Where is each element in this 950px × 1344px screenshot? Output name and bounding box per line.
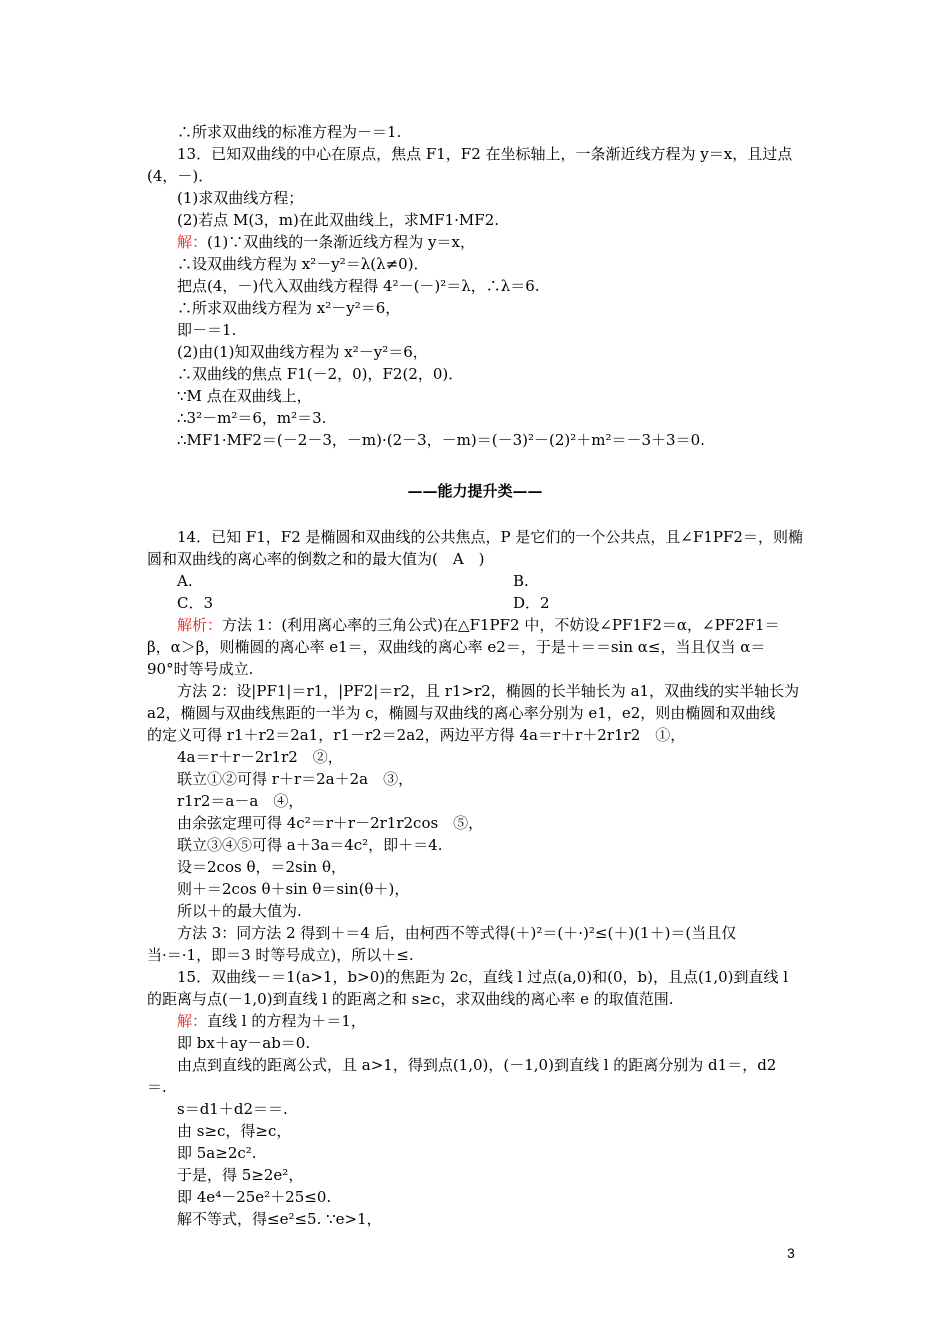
- solution-14-line: 4a＝r＋r－2r1r2 ②，: [177, 748, 343, 766]
- question-13-part1: (1)求双曲线方程；: [177, 189, 304, 207]
- solution-label: 解：: [177, 1012, 208, 1030]
- solution-14-line: 90°时等号成立.: [147, 660, 254, 678]
- solution-14-line: 由余弦定理可得 4c²＝r＋r－2r1r2cos ⑤，: [177, 814, 484, 832]
- solution-15-line: 解不等式，得≤e²≤5. ∵e>1，: [177, 1210, 382, 1228]
- solution-13-line: 即－＝1.: [177, 321, 237, 339]
- question-13-line: (4，－)．: [147, 167, 214, 185]
- solution-label: 解析：: [177, 616, 223, 634]
- question-14-line: 14．已知 F1，F2 是椭圆和双曲线的公共焦点，P 是它们的一个公共点，且∠F1PF2＝，则椭: [177, 528, 803, 546]
- choice-b: B.: [513, 572, 529, 590]
- solution-15-line: 解：直线 l 的方程为＋＝1，: [177, 1012, 366, 1030]
- choice-d: D．2: [513, 594, 550, 612]
- solution-14-line: 联立①②可得 r＋r＝2a＋2a ③，: [177, 770, 414, 788]
- question-14-line: 圆和双曲线的离心率的倒数之和的最大值为( A ): [147, 550, 485, 568]
- solution-15-line: 即 4e⁴－25e²＋25≤0.: [177, 1188, 332, 1206]
- solution-14-line: 当·＝·1，即＝3 时等号成立)，所以＋≤.: [147, 946, 414, 964]
- solution-14-line: 设＝2cos θ，＝2sin θ，: [177, 858, 346, 876]
- solution-15-line: 于是，得 5≥2e²，: [177, 1166, 304, 1184]
- solution-13-line: ∴MF1·MF2＝(－2－3，－m)·(2－3，－m)＝(－3)²－(2)²＋m²＝－3＋3＝0.: [177, 431, 705, 449]
- solution-14-line: 解析：方法 1：(利用离心率的三角公式)在△F1PF2 中，不妨设∠PF1F2＝α，∠PF2F1＝: [177, 616, 780, 634]
- solution-15-line: 即 bx＋ay－ab＝0.: [177, 1034, 311, 1052]
- solution-13-line: ∵M 点在双曲线上，: [177, 387, 312, 405]
- question-13-part2: (2)若点 M(3，m)在此双曲线上，求MF1·MF2.: [177, 211, 500, 229]
- solution-13-line: ∴3²－m²＝6，m²＝3.: [177, 409, 327, 427]
- section-title: ——能力提升类——: [407, 482, 543, 500]
- solution-13-line: 把点(4，－)代入双曲线方程得 4²－(－)²＝λ，∴λ＝6.: [177, 277, 540, 295]
- solution-13-line: 解：(1)∵双曲线的一条渐近线方程为 y＝x，: [177, 233, 475, 251]
- solution-15-line: 即 5a≥2c².: [177, 1144, 257, 1162]
- solution-13-line: ∴双曲线的焦点 F1(－2，0)，F2(2，0)．: [177, 365, 464, 383]
- solution-13-line: ∴设双曲线方程为 x²－y²＝λ(λ≠0)．: [177, 255, 429, 273]
- solution-13-line: ∴所求双曲线方程为 x²－y²＝6，: [177, 299, 401, 317]
- solution-14-line: β，α＞β，则椭圆的离心率 e1＝，双曲线的离心率 e2＝，于是＋＝＝sin α≤，当且仅当 α＝: [147, 638, 766, 656]
- question-13-line: 13．已知双曲线的中心在原点，焦点 F1，F2 在坐标轴上，一条渐近线方程为 y＝x，且过点: [177, 145, 793, 163]
- question-15-line: 15．双曲线－＝1(a>1，b>0)的焦距为 2c，直线 l 过点(a,0)和(0，b)，且点(1,0)到直线 l: [177, 968, 789, 986]
- solution-15-line: 由 s≥c，得≥c，: [177, 1122, 292, 1140]
- solution-15-line: s＝d1＋d2＝＝.: [177, 1100, 288, 1118]
- page-number: 3: [787, 1245, 795, 1261]
- solution-14-line: r1r2＝a－a ④，: [177, 792, 304, 810]
- solution-15-line: 由点到直线的距离公式，且 a>1，得到点(1,0)，(－1,0)到直线 l 的距离分别为 d1＝，d2: [177, 1056, 777, 1074]
- choice-a: A.: [177, 572, 193, 590]
- solution-14-line: 方法 3：同方法 2 得到＋＝4 后，由柯西不等式得(＋)²＝(＋·)²≤(＋)(1＋)＝(当且仅: [177, 924, 737, 942]
- solution-14-line: 方法 2：设|PF1|＝r1，|PF2|＝r2，且 r1>r2，椭圆的长半轴长为 a1，双曲线的实半轴长为: [177, 682, 800, 700]
- choice-c: C．3: [177, 594, 214, 612]
- solution-14-line: 所以＋的最大值为.: [177, 902, 302, 920]
- text-line: ∴所求双曲线的标准方程为－＝1.: [177, 123, 402, 141]
- solution-14-line: 的定义可得 r1＋r2＝2a1，r1－r2＝2a2，两边平方得 4a＝r＋r＋2r1r2 ①，: [147, 726, 686, 744]
- solution-14-line: a2，椭圆与双曲线焦距的一半为 c，椭圆与双曲线的离心率分别为 e1，e2，则由椭圆和双曲线: [147, 704, 776, 722]
- solution-14-line: 联立③④⑤可得 a＋3a＝4c²，即＋＝4.: [177, 836, 443, 854]
- question-15-line: 的距离与点(－1,0)到直线 l 的距离之和 s≥c，求双曲线的离心率 e 的取值范围.: [147, 990, 674, 1008]
- solution-label: 解：: [177, 233, 208, 251]
- solution-15-line: ＝.: [147, 1078, 167, 1096]
- solution-13-line: (2)由(1)知双曲线方程为 x²－y²＝6，: [177, 343, 428, 361]
- solution-14-line: 则＋＝2cos θ＋sin θ＝sin(θ＋)，: [177, 880, 410, 898]
